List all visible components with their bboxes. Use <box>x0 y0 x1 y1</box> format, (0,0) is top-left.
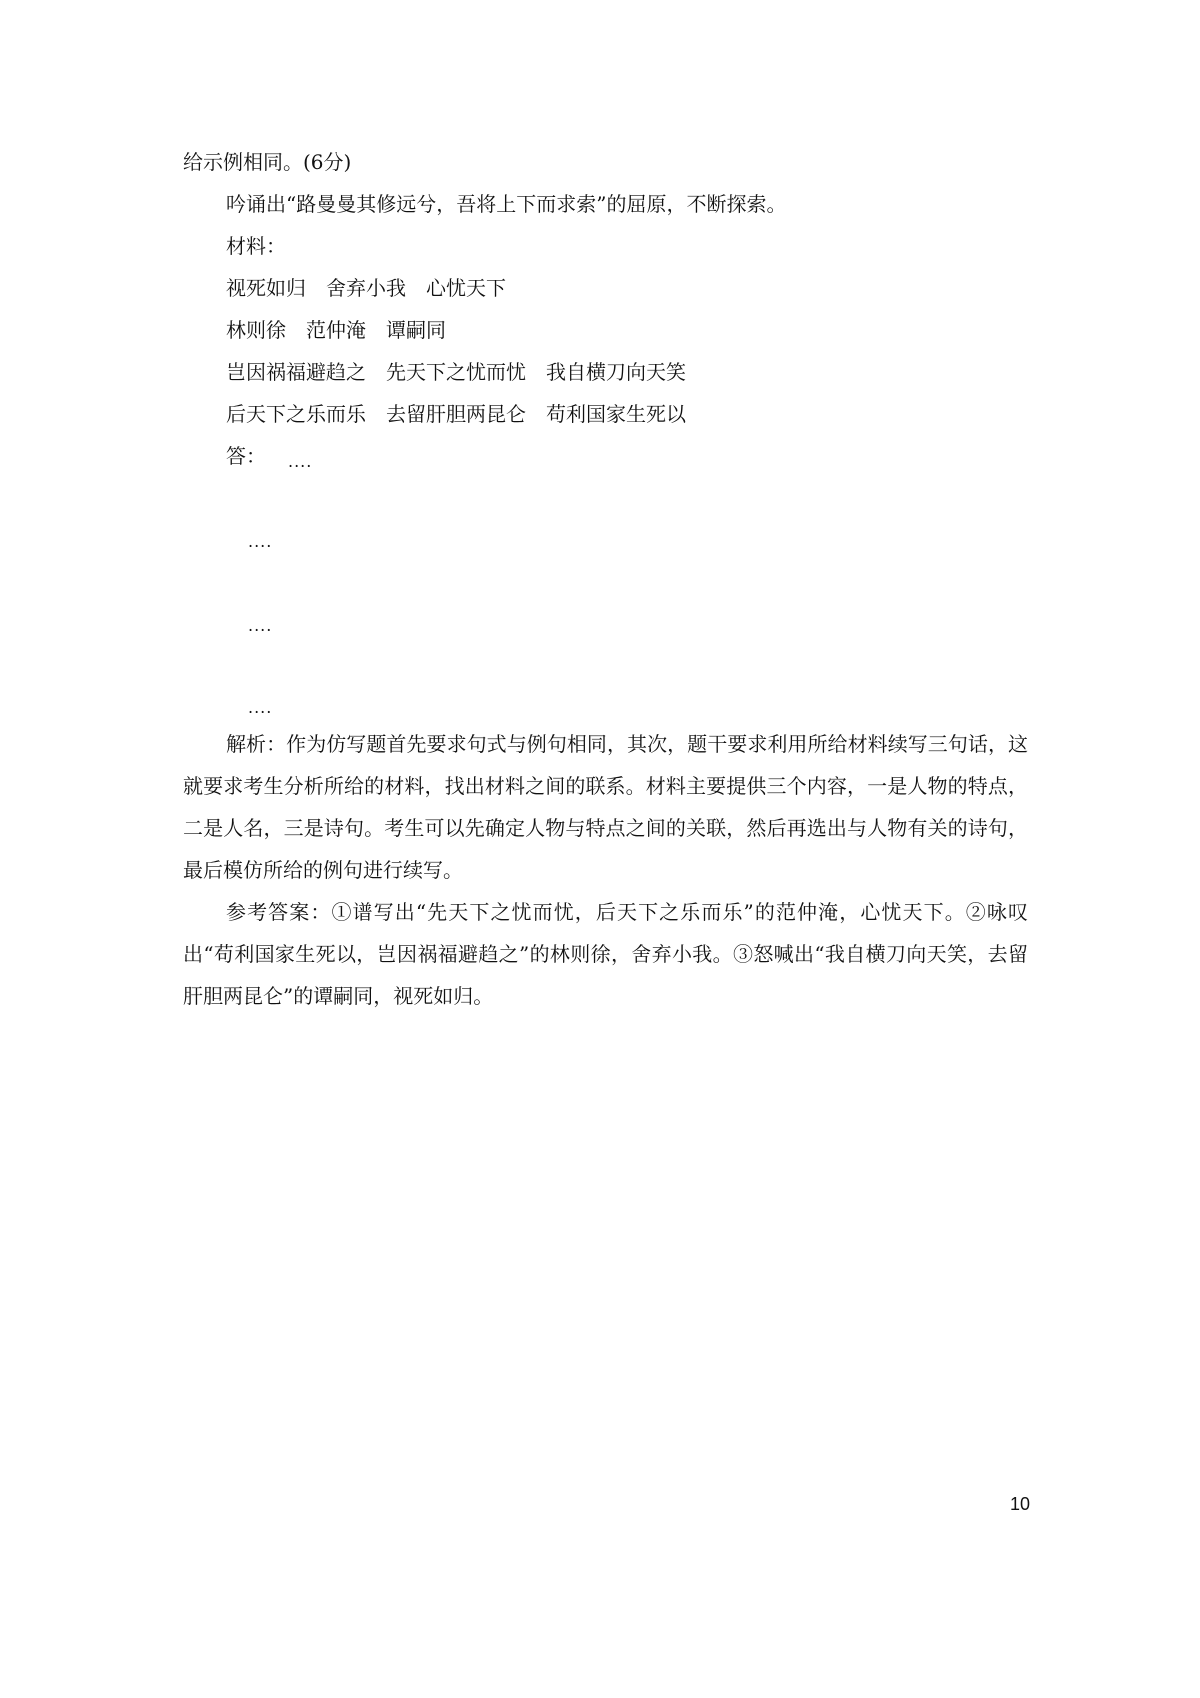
answer-label: 答： <box>226 444 266 468</box>
answer-blank-1: .... <box>288 452 313 471</box>
answer-blank-2: .... <box>248 532 273 551</box>
answer-blank-4: .... <box>248 698 273 717</box>
material-row-names: 林则徐 范仲淹 谭嗣同 <box>226 318 446 342</box>
material-row-poems-2: 后天下之乐而乐 去留肝胆两昆仑 苟利国家生死以 <box>226 402 686 426</box>
material-row-traits: 视死如归 舍弃小我 心忧天下 <box>226 276 506 300</box>
answer-blank-3: .... <box>248 616 273 635</box>
material-label: 材料： <box>226 234 286 258</box>
page-number: 10 <box>1009 1494 1030 1514</box>
material-row-poems-1: 岂因祸福避趋之 先天下之忧而忧 我自横刀向天笑 <box>226 360 686 384</box>
question-continuation: 给示例相同。(6分) <box>183 150 352 174</box>
reference-answer-paragraph: 参考答案：①谱写出“先天下之忧而忧，后天下之乐而乐”的范仲淹，心忧天下。②咏叹出“苟利国家生死以，岂因祸福避趋之”的林则徐，舍弃小我。③怒喊出“我自横刀向天笑，去留肝胆两昆仑”的谭嗣同，视死如归。 <box>183 900 1028 1008</box>
analysis-paragraph: 解析：作为仿写题首先要求句式与例句相同，其次，题干要求利用所给材料续写三句话，这就要求考生分析所给的材料，找出材料之间的联系。材料主要提供三个内容，一是人物的特点，二是人名，三是诗句。考生可以先确定人物与特点之间的关联，然后再选出与人物有关的诗句，最后模仿所给的例句进行续写。 <box>183 732 1028 882</box>
example-sentence: 吟诵出“路曼曼其修远兮，吾将上下而求索”的屈原，不断探索。 <box>226 192 787 216</box>
